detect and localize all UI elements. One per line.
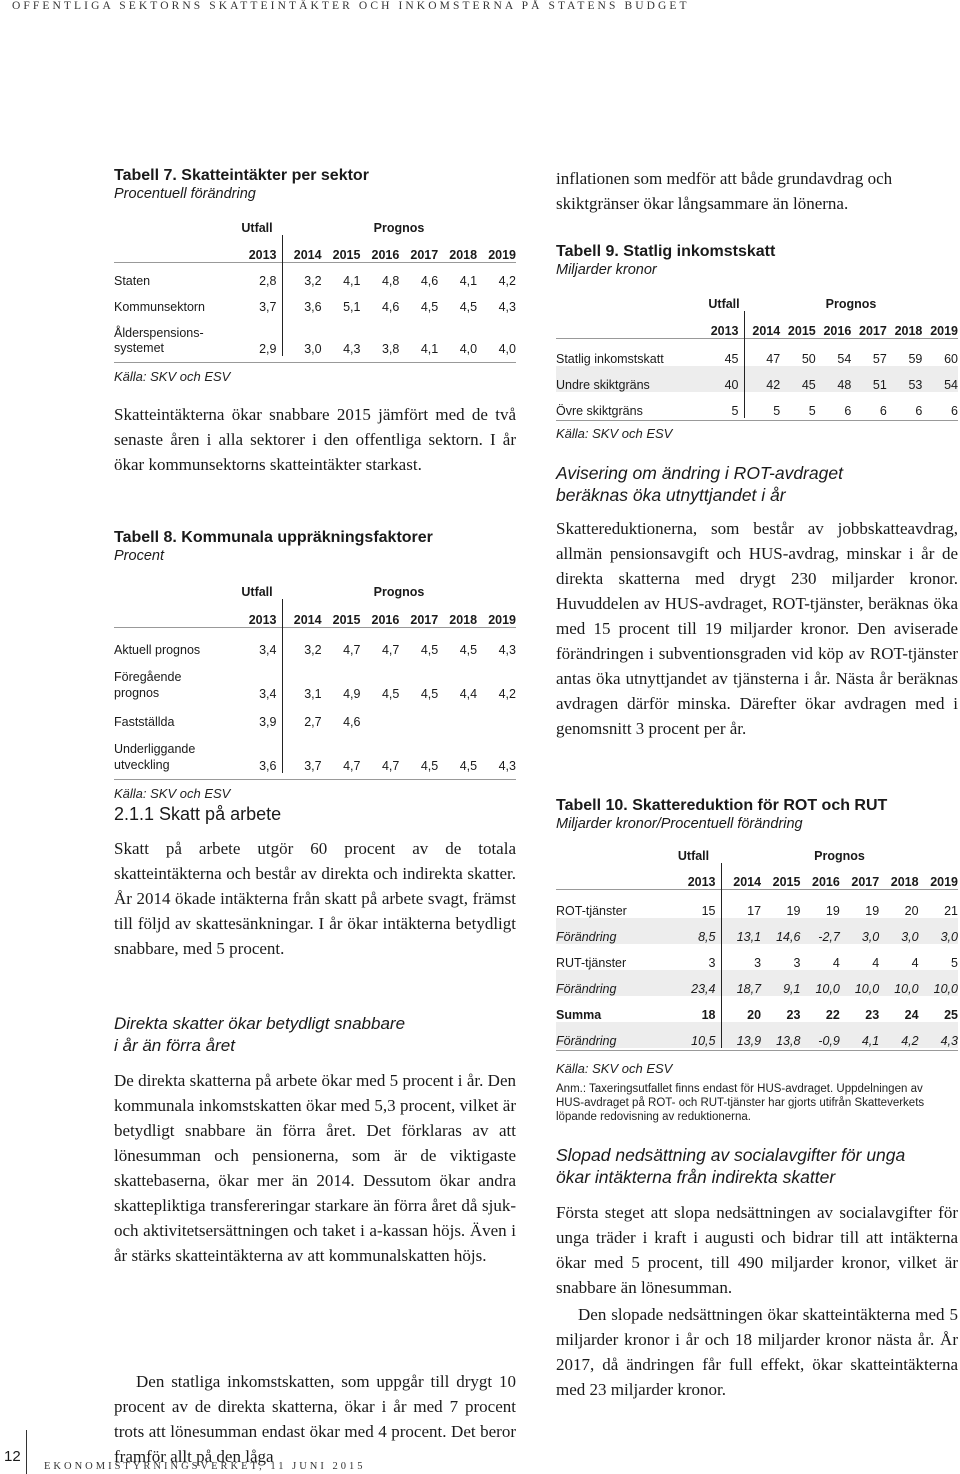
section-heading: 2.1.1 Skatt på arbete	[114, 804, 282, 824]
table-10-grid	[556, 839, 958, 1048]
subheading-direkta-skatter: Direkta skatter ökar betydligt snabbare i år än förra året	[114, 1014, 406, 1055]
table-8-year: 2017	[410, 612, 439, 627]
table-7-year: 2016	[371, 247, 400, 262]
table-row: Undre skiktgräns 40 42 45 48 51 53 54	[556, 366, 958, 392]
table-7-year: 2019	[488, 247, 516, 262]
paragraph-slopade-effekt: Den slopade nedsättningen ökar skatteintäkterna med 5 miljarder kronor i år och 18 miljarder kronor nästa år. År 2017, då ändringen får full effekt, ökar skatteintäkterna med 23 miljarder kronor.	[556, 1305, 958, 1399]
table-row: RUT-tjänster 3 3 3 4 4 4 5	[556, 944, 958, 970]
table-8-prognos-header: Prognos	[373, 585, 425, 599]
table-9-year: 2017	[859, 323, 887, 338]
table-8-subtitle: Procent	[114, 548, 164, 564]
table-row: ROT-tjänster 15 17 19 19 19 20 21	[556, 889, 958, 918]
table-10-year: 2017	[851, 874, 880, 889]
table-row: Förändring 8,5 13,1 14,6 -2,7 3,0 3,0 3,0	[556, 918, 958, 944]
table-9-grid	[556, 287, 958, 418]
table-8-title: Tabell 8. Kommunala uppräkningsfaktorer	[114, 529, 433, 546]
table-8-year: 2015	[332, 612, 361, 627]
table-8-utfall-header: Utfall	[241, 585, 273, 599]
table-9-year: 2014	[752, 323, 781, 338]
table-8-grid	[114, 573, 516, 773]
table-10-year: 2015	[772, 874, 801, 889]
table-9-source: Källa: SKV och ESV	[556, 426, 673, 441]
paragraph-slopa-nedsattning: Första steget att slopa nedsättningen av socialavgifter för unga träder i kraft i augusti och bidrar till att intäkterna ökar med 5 procent, till 490 miljarder kronor, vilket är snabbare än lönesumman.	[556, 1203, 958, 1297]
table-row: Fastställda 3,9 2,7 4,6	[114, 701, 516, 729]
table-9-year: 2013	[704, 311, 744, 338]
table-row: Övre skiktgräns 5 5 5 6 6 6 6	[556, 392, 958, 418]
table-10-utfall-header: Utfall	[677, 849, 710, 863]
table-7	[114, 166, 516, 384]
table-row: Förändring 23,4 18,7 9,1 10,0 10,0 10,0 10,0	[556, 970, 958, 996]
table-7-utfall-header: Utfall	[241, 221, 273, 235]
table-7-year: 2015	[332, 247, 361, 262]
table-10-source: Källa: SKV och ESV	[556, 1061, 673, 1076]
table-10-year: 2013	[666, 863, 721, 889]
table-10-year: 2019	[930, 874, 958, 889]
subheading-rot-avdrag: Avisering om ändring i ROT-avdraget beräknas öka utnyttjandet i år	[556, 463, 843, 505]
page-number: 12	[4, 1448, 21, 1465]
table-10-year: 2014	[733, 874, 762, 889]
table-9-year: 2016	[823, 323, 852, 338]
table-8-year: 2013	[232, 599, 282, 627]
table-10	[556, 796, 958, 1124]
table-10-year: 2018	[890, 874, 919, 889]
table-7-year: 2013	[232, 235, 282, 262]
paragraph-skatt-pa-arbete: Skatt på arbete utgör 60 procent av de totala skatteintäkterna och består av direkta och indirekta skatter. År 2014 ökade intäkterna från skatt på arbete svagt, främst till följd av skattesänkningar. I år ökar intäkterna betydligt snabbare, med 5 procent.	[114, 839, 516, 958]
table-row: Staten 2,8 3,2 4,1 4,8 4,6 4,1 4,2	[114, 262, 516, 288]
table-8	[114, 528, 516, 801]
table-8-year: 2016	[371, 612, 400, 627]
table-10-note: Anm.: Taxeringsutfallet finns endast för HUS-avdraget. Uppdelningen av HUS-avdraget på ROT- och RUT-tjänster har gjorts utifrån Skatteverkets löpande redovisning av reduktionerna.	[556, 1083, 925, 1123]
paragraph-tax-growth: Skatteintäkterna ökar snabbare 2015 jämfört med de två senaste åren i alla sektorer i den offentliga sektorn. I år ökar kommunsektorns skatteintäkter starkast.	[114, 405, 516, 474]
table-7-source: Källa: SKV och ESV	[114, 369, 231, 384]
footer-divider	[26, 1430, 27, 1474]
table-row: Underliggande utveckling 3,6 3,7 4,7 4,7 4,5 4,5 4,3	[114, 729, 516, 773]
table-9	[556, 242, 958, 441]
table-8-year: 2019	[488, 612, 516, 627]
publisher-line: EKONOMISTYRNINGSVERKET, 11 JUNI 2015	[44, 1461, 366, 1472]
table-9-year: 2018	[894, 323, 923, 338]
table-8-year: 2018	[449, 612, 478, 627]
table-row: Aktuell prognos 3,4 3,2 4,7 4,7 4,5 4,5 4,3	[114, 627, 516, 657]
running-header: OFFENTLIGA SEKTORNS SKATTEINTÄKTER OCH INKOMSTERNA PÅ STATENS BUDGET	[12, 0, 690, 12]
table-row: Förändring 10,5 13,9 13,8 -0,9 4,1 4,2 4,3	[556, 1022, 958, 1048]
subheading-socialavgifter: Slopad nedsättning av socialavgifter för unga ökar intäkterna från indirekta skatter	[556, 1145, 906, 1187]
table-7-subtitle: Procentuell förändring	[114, 186, 256, 202]
table-9-year: 2019	[930, 323, 958, 338]
table-10-prognos-header: Prognos	[814, 849, 865, 863]
table-9-subtitle: Miljarder kronor	[556, 262, 657, 278]
table-row: Kommunsektorn 3,7 3,6 5,1 4,6 4,5 4,5 4,3	[114, 288, 516, 314]
paragraph-inflation: inflationen som medför att både grundavdrag och skiktgränser ökar långsammare än lönerna.	[556, 169, 893, 213]
table-7-prognos-header: Prognos	[373, 221, 425, 235]
table-9-year: 2015	[787, 323, 816, 338]
table-7-year: 2017	[410, 247, 439, 262]
paragraph-skattereduktioner: Skattereduktionerna, som består av jobbskatteavdrag, allmän pensionsavgift och HUS-avdrag, minskar i år de direkta skatterna med drygt 230 miljarder kronor. Huvuddelen av HUS-avdraget, ROT-tjänster, beräknas öka med 15 procent till 19 miljarder kronor. Den aviserade förändringen i subventionsgraden vid köp av ROT-tjänster antas öka utnyttjandet av tjänsterna i år. Nästa år beräknas avdragen därför minska. Därefter ökar avdragen med i genomsnitt 3 procent per år.	[556, 519, 958, 738]
table-7-year: 2018	[449, 247, 478, 262]
paragraph-statlig-inkomstskatt: Den statliga inkomstskatten, som uppgår till drygt 10 procent av de direkta skatterna, ökar i år med 7 procent trots att lönesumman endast ökar med 4 procent. Det beror framför allt på den låga	[114, 1372, 516, 1466]
table-row: Föregående prognos 3,4 3,1 4,9 4,5 4,5 4,4 4,2	[114, 657, 516, 701]
table-8-year: 2014	[293, 612, 322, 627]
table-9-title: Tabell 9. Statlig inkomstskatt	[556, 243, 776, 260]
table-8-source: Källa: SKV och ESV	[114, 786, 231, 801]
table-7-grid	[114, 207, 516, 356]
table-row: Statlig inkomstskatt 45 47 50 54 57 59 60	[556, 338, 958, 366]
table-7-title: Tabell 7. Skatteintäkter per sektor	[114, 167, 369, 184]
table-10-title: Tabell 10. Skattereduktion för ROT och RUT	[556, 797, 888, 814]
table-row: Ålderspensions- systemet 2,9 3,0 4,3 3,8 4,1 4,0 4,0	[114, 314, 516, 356]
table-10-subtitle: Miljarder kronor/Procentuell förändring	[556, 816, 803, 832]
table-9-utfall-header: Utfall	[708, 297, 740, 311]
table-7-year: 2014	[293, 247, 322, 262]
page-footer	[0, 1430, 960, 1474]
table-9-prognos-header: Prognos	[825, 297, 877, 311]
table-10-year: 2016	[812, 874, 840, 889]
paragraph-direkta-skatter: De direkta skatterna på arbete ökar med 5 procent i år. Den kommunala inkomstskatten ökar med 5,3 procent, vilket är betydligt snabbare än förra året. Det förklaras av att lönesumman och pensionerna, som är de viktigaste skattebaserna, ökar mer än 2014. Dessutom ökar andra skattepliktiga transfereringar starkare än förra året då sjuk- och aktivitetsersättningen och taket i a-kassan höjs. Även i år stärks skatteintäkterna av att kommunalskatten höjs.	[114, 1071, 516, 1265]
table-row: Summa 18 20 23 22 23 24 25	[556, 996, 958, 1022]
